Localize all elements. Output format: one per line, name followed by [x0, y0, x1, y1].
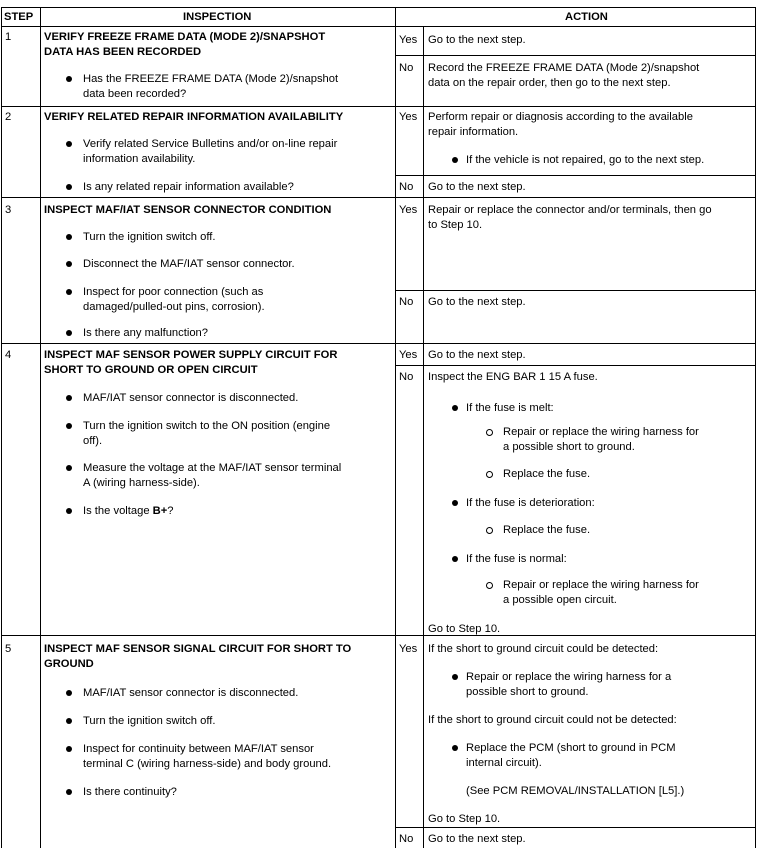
- no-label: No: [399, 296, 414, 308]
- inspection-item-text: ?: [167, 505, 174, 517]
- inspection-item: Disconnect the MAF/IAT sensor connector.: [83, 258, 295, 270]
- no-action-sub: Replace the fuse.: [503, 468, 591, 480]
- bullet-icon: [66, 508, 72, 514]
- step-title-line: DATA HAS BEEN RECORDED: [44, 46, 202, 58]
- header-inspection: INSPECTION: [183, 11, 252, 23]
- bullet-icon: [452, 405, 458, 411]
- no-action: data on the repair order, then go to the next step.: [428, 77, 671, 89]
- yes-action-bullet: If the vehicle is not repaired, go to the next step.: [466, 154, 705, 166]
- no-action-sub: Replace the fuse.: [503, 524, 591, 536]
- yes-action-bullet: Repair or replace the wiring harness for a: [466, 671, 672, 683]
- inspection-item-text: Is the voltage: [83, 505, 153, 517]
- bullet-icon: [66, 184, 72, 190]
- inspection-item: off).: [83, 435, 103, 447]
- row-divider-3-4: [1, 343, 756, 344]
- no-action-footer: Go to Step 10.: [428, 623, 501, 635]
- yes-action-bullet: Replace the PCM (short to ground in PCM: [466, 742, 676, 754]
- bullet-icon: [66, 746, 72, 752]
- step-number: 5: [5, 643, 12, 655]
- step-number: 1: [5, 31, 12, 43]
- bullet-icon: [66, 76, 72, 82]
- step-title-line: GROUND: [44, 658, 94, 670]
- inspection-item: MAF/IAT sensor connector is disconnected.: [83, 392, 299, 404]
- inspection-item: Measure the voltage at the MAF/IAT sensor terminal: [83, 462, 342, 474]
- header-step: STEP: [4, 11, 34, 23]
- step-title-line: SHORT TO GROUND OR OPEN CIRCUIT: [44, 364, 258, 376]
- no-label: No: [399, 833, 414, 845]
- inspection-item: Has the FREEZE FRAME DATA (Mode 2)/snapshot: [83, 73, 339, 85]
- yes-label: Yes: [399, 349, 418, 361]
- inspection-item: Is there continuity?: [83, 786, 177, 798]
- table-border-right: [755, 7, 756, 848]
- table-border-top: [1, 7, 756, 8]
- inspection-item: Verify related Service Bulletins and/or on-line repair: [83, 138, 338, 150]
- yes-action: Repair or replace the connector and/or terminals, then go: [428, 204, 712, 216]
- yes-action: If the short to ground circuit could not be detected:: [428, 714, 677, 726]
- circle-bullet-icon: [486, 471, 493, 478]
- yes-action-bullet: internal circuit).: [466, 757, 542, 769]
- yes-no-divider-1: [395, 55, 756, 56]
- yes-label: Yes: [399, 34, 418, 46]
- yes-action: to Step 10.: [428, 219, 483, 231]
- no-action-case: If the fuse is melt:: [466, 402, 554, 414]
- inspection-item: data been recorded?: [83, 88, 187, 100]
- no-action-sub: Repair or replace the wiring harness for: [503, 426, 699, 438]
- step-title-line: VERIFY RELATED REPAIR INFORMATION AVAILABILITY: [44, 111, 344, 123]
- yes-no-divider-2: [395, 175, 756, 176]
- no-action: Go to the next step.: [428, 181, 526, 193]
- yes-action-reference: (See PCM REMOVAL/INSTALLATION [L5].): [466, 785, 685, 797]
- yes-action: Go to the next step.: [428, 349, 526, 361]
- step-number: 2: [5, 111, 12, 123]
- circle-bullet-icon: [486, 429, 493, 436]
- yes-action-footer: Go to Step 10.: [428, 813, 501, 825]
- column-divider-yesno: [423, 26, 424, 848]
- yes-label: Yes: [399, 111, 418, 123]
- bullet-icon: [66, 289, 72, 295]
- bullet-icon: [66, 141, 72, 147]
- column-divider-inspection: [395, 7, 396, 848]
- yes-label: Yes: [399, 643, 418, 655]
- yes-no-divider-3: [395, 290, 756, 291]
- yes-no-divider-4: [395, 365, 756, 366]
- circle-bullet-icon: [486, 527, 493, 534]
- bullet-icon: [66, 465, 72, 471]
- circle-bullet-icon: [486, 582, 493, 589]
- inspection-item: damaged/pulled-out pins, corrosion).: [83, 301, 265, 313]
- inspection-item: Turn the ignition switch off.: [83, 231, 216, 243]
- no-action-case: If the fuse is deterioration:: [466, 497, 595, 509]
- yes-action: Perform repair or diagnosis according to the available: [428, 111, 693, 123]
- bullet-icon: [452, 745, 458, 751]
- row-divider-2-3: [1, 197, 756, 198]
- inspection-item: terminal C (wiring harness-side) and body ground.: [83, 758, 332, 770]
- no-action: Go to the next step.: [428, 833, 526, 845]
- yes-no-divider-5: [395, 827, 756, 828]
- inspection-item: MAF/IAT sensor connector is disconnected.: [83, 687, 299, 699]
- bullet-icon: [452, 674, 458, 680]
- no-action-sub: a possible open circuit.: [503, 594, 617, 606]
- bullet-icon: [452, 556, 458, 562]
- no-action: Record the FREEZE FRAME DATA (Mode 2)/snapshot: [428, 62, 700, 74]
- step-title-line: INSPECT MAF SENSOR POWER SUPPLY CIRCUIT FOR: [44, 349, 338, 361]
- yes-action: repair information.: [428, 126, 519, 138]
- bullet-icon: [66, 261, 72, 267]
- inspection-item: Is any related repair information available?: [83, 181, 294, 193]
- step-number: 4: [5, 349, 12, 361]
- row-divider-4-5: [1, 635, 756, 636]
- header-bottom-line: [1, 26, 756, 27]
- no-action-case: If the fuse is normal:: [466, 553, 567, 565]
- bullet-icon: [452, 157, 458, 163]
- no-action-sub: a possible short to ground.: [503, 441, 635, 453]
- no-label: No: [399, 181, 414, 193]
- voltage-value: B+: [152, 505, 168, 517]
- inspection-item: [83, 504, 174, 519]
- header-action: ACTION: [565, 11, 608, 23]
- inspection-item: Turn the ignition switch off.: [83, 715, 216, 727]
- column-divider-step: [40, 7, 41, 848]
- row-divider-1-2: [1, 106, 756, 107]
- bullet-icon: [66, 330, 72, 336]
- yes-label: Yes: [399, 204, 418, 216]
- bullet-icon: [66, 423, 72, 429]
- bullet-icon: [66, 395, 72, 401]
- no-action: Go to the next step.: [428, 296, 526, 308]
- bullet-icon: [66, 690, 72, 696]
- no-label: No: [399, 371, 414, 383]
- inspection-item: Turn the ignition switch to the ON position (engine: [83, 420, 331, 432]
- no-action: Inspect the ENG BAR 1 15 A fuse.: [428, 371, 598, 383]
- table-border-left: [1, 7, 2, 848]
- step-title-line: VERIFY FREEZE FRAME DATA (MODE 2)/SNAPSHOT: [44, 31, 326, 43]
- yes-action: If the short to ground circuit could be detected:: [428, 643, 659, 655]
- inspection-item: Inspect for continuity between MAF/IAT sensor: [83, 743, 314, 755]
- step-number: 3: [5, 204, 12, 216]
- bullet-icon: [66, 789, 72, 795]
- inspection-item: Inspect for poor connection (such as: [83, 286, 264, 298]
- bullet-icon: [452, 500, 458, 506]
- step-title-line: INSPECT MAF/IAT SENSOR CONNECTOR CONDITION: [44, 204, 332, 216]
- yes-action: Go to the next step.: [428, 34, 526, 46]
- step-title-line: INSPECT MAF SENSOR SIGNAL CIRCUIT FOR SHORT TO: [44, 643, 352, 655]
- yes-action-bullet: possible short to ground.: [466, 686, 589, 698]
- inspection-item: A (wiring harness-side).: [83, 477, 200, 489]
- inspection-item: Is there any malfunction?: [83, 327, 208, 339]
- no-action-sub: Repair or replace the wiring harness for: [503, 579, 699, 591]
- no-label: No: [399, 62, 414, 74]
- bullet-icon: [66, 718, 72, 724]
- bullet-icon: [66, 234, 72, 240]
- inspection-item: information availability.: [83, 153, 196, 165]
